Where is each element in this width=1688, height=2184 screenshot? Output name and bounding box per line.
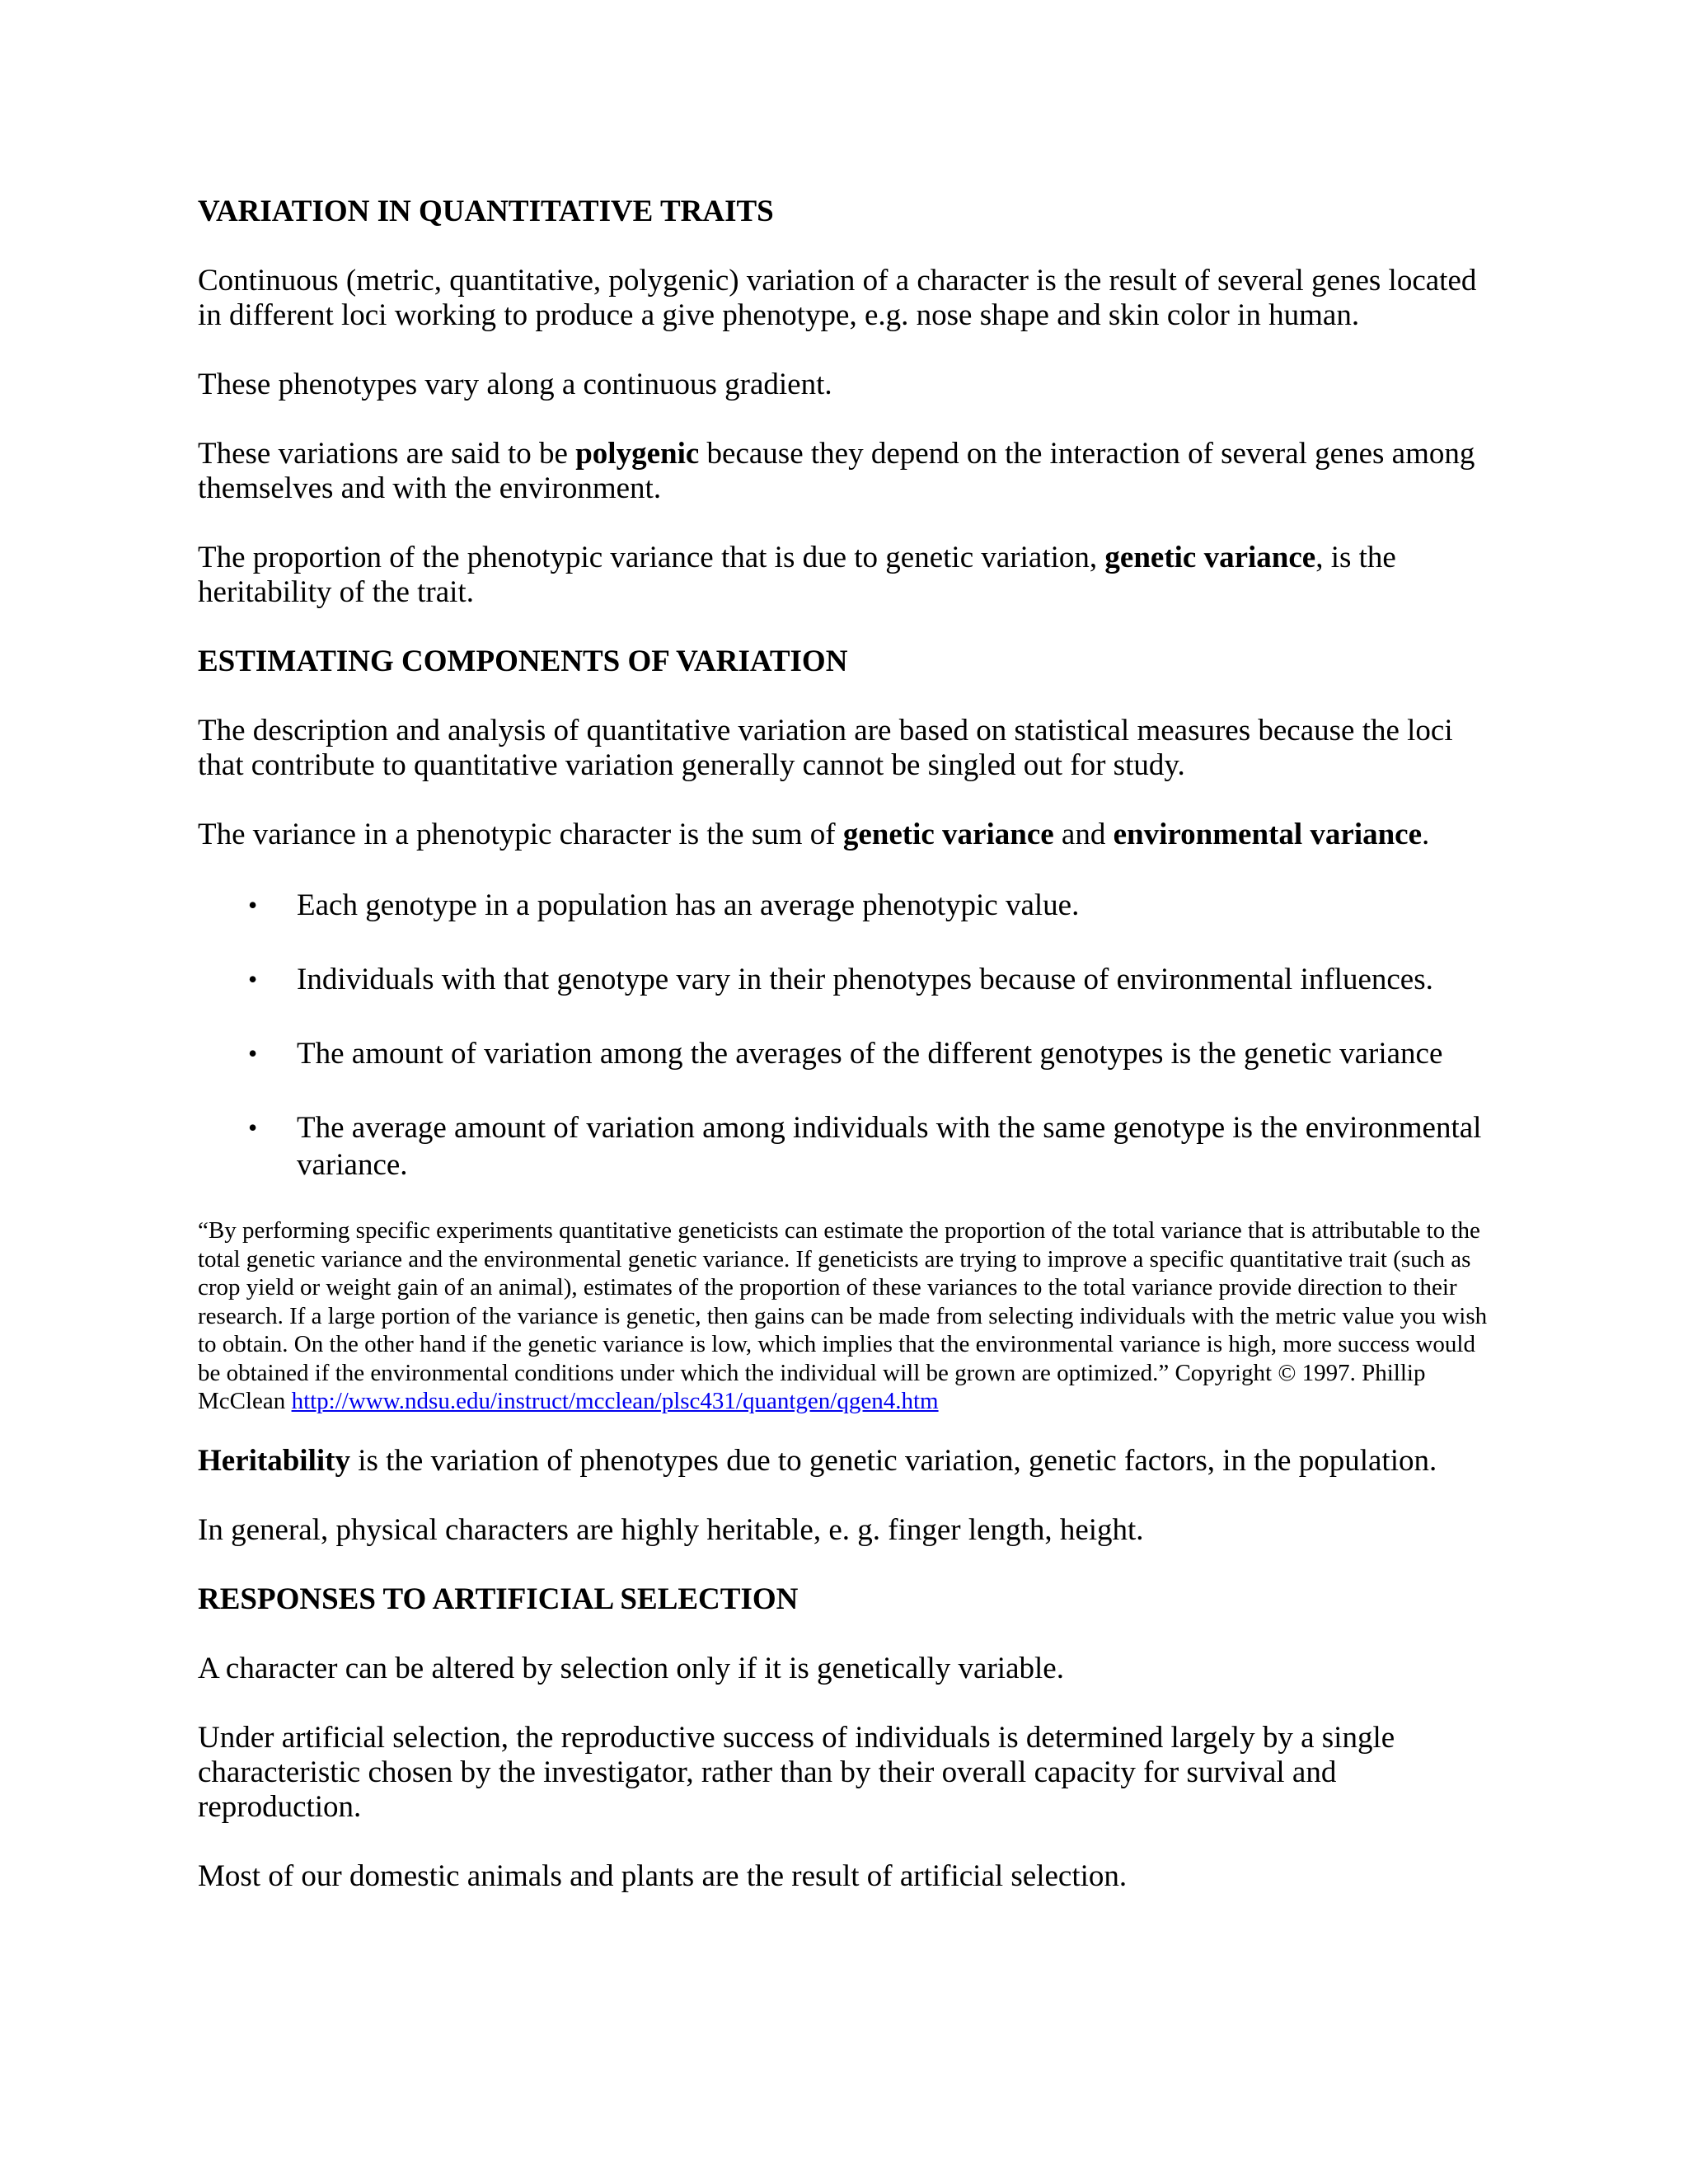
- heading-estimating-components: ESTIMATING COMPONENTS OF VARIATION: [198, 644, 848, 678]
- bullet-icon: •: [248, 1038, 258, 1068]
- heading-artificial-selection: RESPONSES TO ARTIFICIAL SELECTION: [198, 1582, 799, 1616]
- paragraph-reproductive-success: Under artificial selection, the reproductive success of individuals is determined largely by a single characteristic chosen by the investigator, rather than by their overall capacity for survival and reproduction.: [198, 1720, 1395, 1824]
- text-run: The variance in a phenotypic character is the sum of: [198, 818, 843, 851]
- text-run: .: [1422, 818, 1430, 851]
- paragraph-heritability: [198, 1444, 1492, 1479]
- text-run: The proportion of the phenotypic variance that is due to genetic variation,: [198, 541, 1105, 574]
- paragraph-domestic-animals: Most of our domestic animals and plants are the result of artificial selection.: [198, 1858, 1128, 1893]
- bold-term-genetic-variance: genetic variance: [842, 818, 1054, 851]
- list-item: [198, 1109, 1492, 1183]
- bold-term-genetic-variance: genetic variance: [1104, 541, 1316, 574]
- bold-term-environmental-variance: environmental variance: [1113, 818, 1423, 851]
- text-run: , is the heritability of the trait.: [198, 541, 1396, 609]
- text-run: because they depend on the interaction of several genes among themselves and with the environment.: [198, 437, 1475, 505]
- quote-text: “By performing specific experiments quantitative geneticists can estimate the proportion of the total variance that is attributable to the total genetic variance and the environmental genetic variance. If geneticists are trying to improve a specific quantitative trait (such as crop yield or weight gain of an animal), estimates of the proportion of these variances to the total variance provide direction to their research. If a large portion of the variance is genetic, then gains can be made from selecting individuals with the metric value you wish to obtain. On the other hand if the genetic variance is low, which implies that the environmental variance is high, more success would be obtained if the environmental conditions under which the individual will be grown are optimized.” Copyright © 1997. Phillip McClean: [198, 1217, 1488, 1414]
- bold-term-heritability: Heritability: [198, 1443, 350, 1478]
- list-item-text: Individuals with that genotype vary in their phenotypes because of environmental influences.: [297, 963, 1433, 996]
- text-run: is the variation of phenotypes due to genetic variation, genetic factors, in the population.: [349, 1443, 1437, 1478]
- paragraph-genetic-variance: [198, 541, 1492, 610]
- paragraph-continuous-variation: Continuous (metric, quantitative, polygenic) variation of a character is the result of several genes located in different loci working to produce a give phenotype, e.g. nose shape and skin color in human.: [198, 264, 1477, 332]
- document-page: [198, 194, 1492, 1894]
- paragraph-variance-sum: [198, 818, 1492, 852]
- bullet-list: [198, 887, 1492, 1183]
- list-item: [198, 887, 1492, 924]
- paragraph-continuous-gradient: These phenotypes vary along a continuous gradient.: [198, 368, 832, 401]
- paragraph-statistical-measures: The description and analysis of quantitative variation are based on statistical measures because the loci that contribute to quantitative variation generally cannot be singled out for study.: [198, 714, 1453, 782]
- list-item-text: Each genotype in a population has an average phenotypic value.: [297, 888, 1080, 922]
- paragraph-polygenic: [198, 437, 1492, 506]
- list-item: [198, 1035, 1492, 1072]
- heading-variation-quantitative-traits: VARIATION IN QUANTITATIVE TRAITS: [198, 194, 774, 228]
- list-item-text: The amount of variation among the averages of the different genotypes is the genetic variance: [297, 1037, 1443, 1071]
- paragraph-genetically-variable: A character can be altered by selection only if it is genetically variable.: [198, 1651, 1064, 1685]
- quote-block: [198, 1216, 1492, 1416]
- text-run: These variations are said to be: [198, 437, 576, 471]
- bold-term-polygenic: polygenic: [575, 437, 700, 471]
- paragraph-physical-characters: In general, physical characters are highly heritable, e. g. finger length, height.: [198, 1512, 1144, 1547]
- source-link[interactable]: http://www.ndsu.edu/instruct/mcclean/plsc431/quantgen/qgen4.htm: [291, 1388, 939, 1414]
- list-item: [198, 961, 1492, 998]
- bullet-icon: •: [248, 890, 258, 920]
- list-item-text: The average amount of variation among individuals with the same genotype is the environmental variance.: [297, 1111, 1482, 1182]
- bullet-icon: •: [248, 1113, 258, 1142]
- bullet-icon: •: [248, 964, 258, 994]
- text-run: and: [1053, 818, 1114, 851]
